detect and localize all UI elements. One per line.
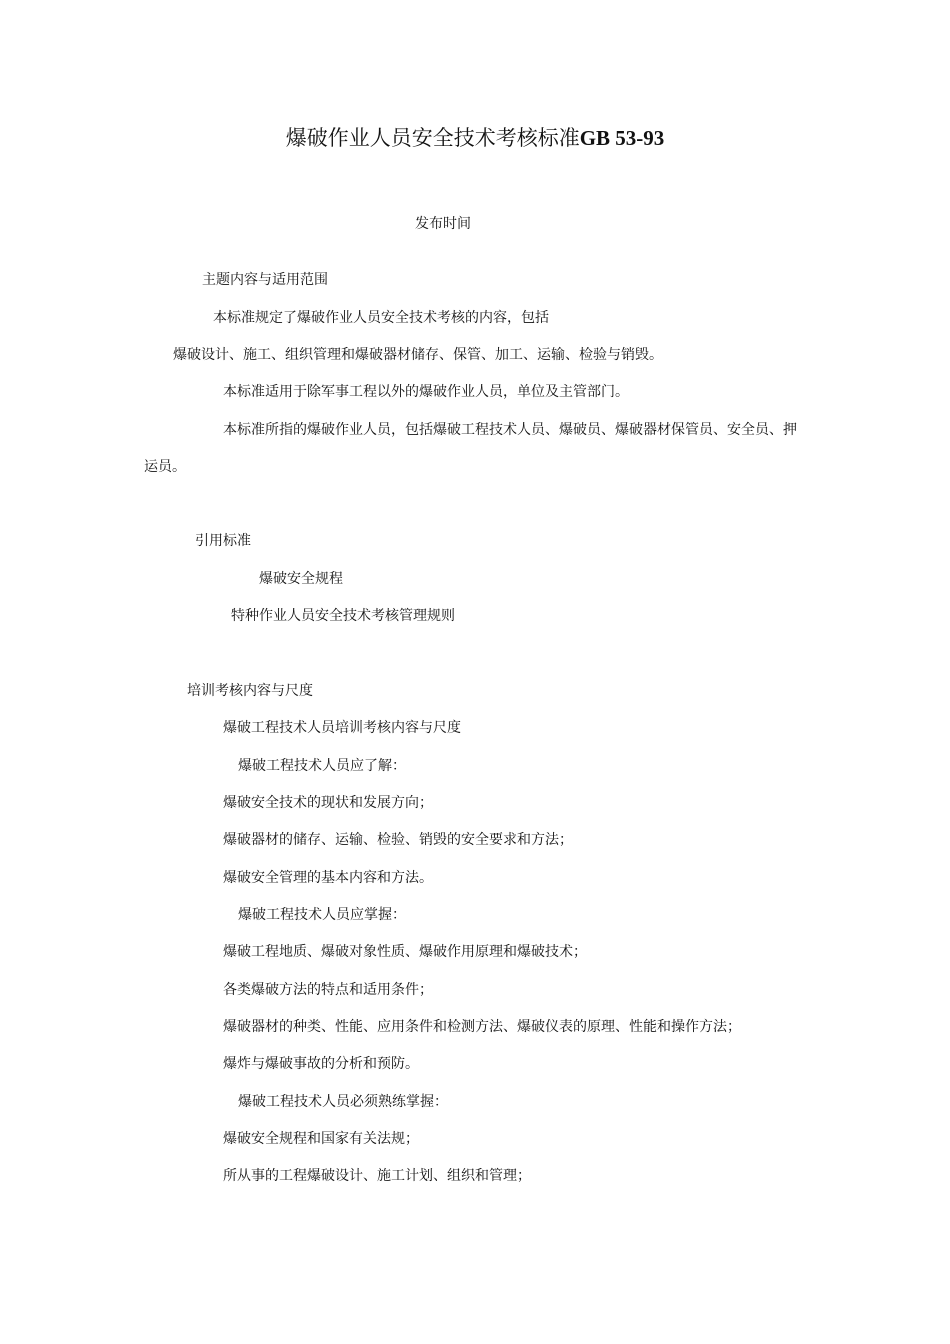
title-text: 爆破作业人员安全技术考核标准: [285, 126, 580, 150]
list-item: 爆破器材的种类、性能、应用条件和检测方法、爆破仪表的原理、性能和操作方法；: [223, 1019, 741, 1035]
section-heading-references: 引用标准: [195, 533, 251, 549]
paragraph: 本标准所指的爆破作业人员，包括爆破工程技术人员、爆破员、爆破器材保管员、安全员、押: [223, 422, 797, 438]
paragraph: 运员。: [144, 459, 186, 475]
list-item: 爆破安全规程和国家有关法规；: [223, 1131, 419, 1147]
list-item: 爆破工程地质、爆破对象性质、爆破作用原理和爆破技术；: [223, 944, 587, 960]
list-item: 各类爆破方法的特点和适用条件；: [223, 982, 433, 998]
list-item: 爆破安全管理的基本内容和方法。: [223, 870, 433, 886]
paragraph: 爆破设计、施工、组织管理和爆破器材储存、保管、加工、运输、检验与销毁。: [173, 347, 663, 363]
list-item: 爆炸与爆破事故的分析和预防。: [223, 1056, 419, 1072]
list-item: 所从事的工程爆破设计、施工计划、组织和管理；: [223, 1168, 531, 1184]
paragraph: 本标准适用于除军事工程以外的爆破作业人员，单位及主管部门。: [223, 384, 629, 400]
title-code: GB 53-93: [579, 126, 665, 150]
list-item: 特种作业人员安全技术考核管理规则: [231, 608, 455, 624]
list-heading: 爆破工程技术人员必须熟练掌握：: [238, 1094, 448, 1110]
list-heading: 爆破工程技术人员应了解：: [238, 758, 406, 774]
list-item: 爆破安全技术的现状和发展方向；: [223, 795, 433, 811]
list-heading: 爆破工程技术人员应掌握：: [238, 907, 406, 923]
list-item: 爆破器材的储存、运输、检验、销毁的安全要求和方法；: [223, 832, 573, 848]
section-heading-scope: 主题内容与适用范围: [202, 272, 328, 288]
paragraph: 本标准规定了爆破作业人员安全技术考核的内容，包括: [213, 310, 549, 326]
publish-date-label: 发布时间: [415, 216, 471, 232]
list-item: 爆破安全规程: [259, 571, 343, 587]
section-heading-training: 培训考核内容与尺度: [187, 683, 313, 699]
document-title: [0, 124, 950, 152]
sub-heading: 爆破工程技术人员培训考核内容与尺度: [223, 720, 461, 736]
